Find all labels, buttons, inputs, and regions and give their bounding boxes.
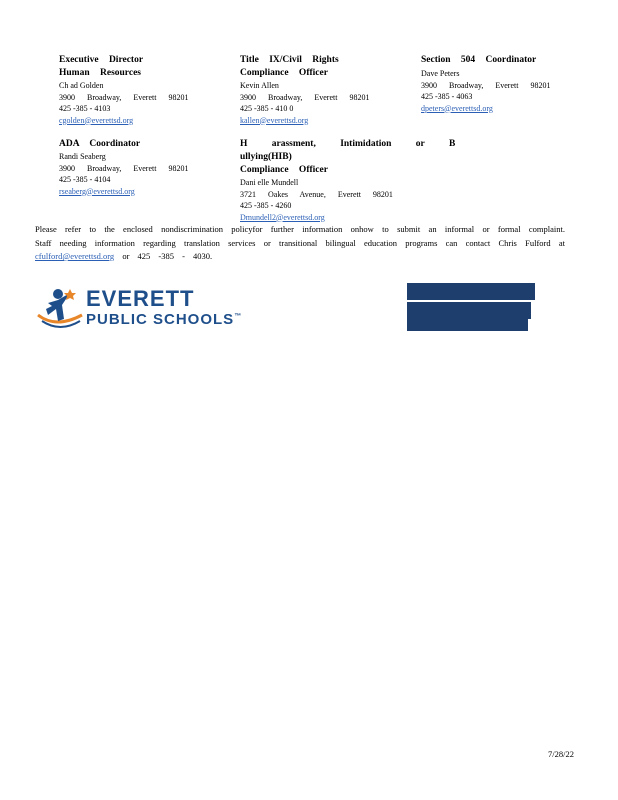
logo-line2-text: PUBLIC SCHOOLS	[86, 311, 235, 328]
logo-line1: EVERETT	[86, 286, 195, 311]
contact-executive-director	[59, 54, 188, 126]
contact-address: 3900 Broadway, Everett 98201	[59, 92, 189, 102]
nondiscrimination-paragraph	[35, 223, 565, 264]
blue-bar	[407, 302, 531, 319]
contact-name: Randi Seaberg	[59, 152, 106, 161]
contact-address: 3900 Broadway, Everett 98201	[421, 80, 551, 90]
contact-title: Section 504 Coordinator	[421, 55, 537, 65]
contact-name: Dani elle Mundell	[240, 178, 299, 187]
contact-title: Title IX/Civil Rights	[240, 55, 339, 65]
contact-phone: 425 -385 - 4104	[59, 175, 111, 184]
contact-phone: 425 -385 - 410 0	[240, 104, 294, 113]
blue-bar	[407, 318, 528, 331]
contact-title-line2: Compliance Officer	[240, 165, 328, 175]
logo-figure-icon	[36, 285, 86, 335]
paragraph-text: Please refer to the enclosed nondiscrimination policyfor further information onhow to submit an informal or formal complaint. Staff needing information regarding translation services or transitional bilingual education programs can contact Chris Fulford at	[35, 224, 565, 248]
contact-phone: 425 -385 - 4063	[421, 92, 473, 101]
contact-title: Executive Director	[59, 55, 144, 65]
contact-ada-coordinator	[59, 138, 188, 197]
contact-email-link[interactable]: cgolden@everettsd.org	[59, 115, 134, 125]
contact-title: H arassment, Intimidation or B ullying(HIB)	[240, 139, 456, 162]
contact-hib-compliance	[240, 138, 480, 223]
contact-title-ix	[240, 54, 369, 126]
contact-name: Dave Peters	[421, 69, 460, 78]
blue-bar	[407, 283, 535, 300]
contact-title-line2: Human Resources	[59, 68, 141, 78]
contact-title: ADA Coordinator	[59, 139, 141, 149]
contact-email-link[interactable]: rseaberg@everettsd.org	[59, 186, 135, 196]
logo-line2	[86, 311, 242, 328]
contact-phone: 425 -385 - 4103	[59, 104, 111, 113]
contact-address: 3900 Broadway, Everett 98201	[59, 163, 189, 173]
paragraph-text-end: or 425 -385 - 4030.	[122, 251, 213, 261]
contact-section-504	[421, 54, 550, 114]
contact-email-link[interactable]: Dmundell2@everettsd.org	[240, 212, 325, 222]
contact-name: Kevin Allen	[240, 81, 279, 90]
contact-address: 3900 Broadway, Everett 98201	[240, 92, 370, 102]
contact-phone: 425 -385 - 4260	[240, 201, 292, 210]
contact-address: 3721 Oakes Avenue, Everett 98201	[240, 189, 393, 199]
logo-trademark: ™	[234, 313, 243, 320]
document-date: 7/28/22	[548, 749, 574, 759]
contact-email-link[interactable]: kallen@everettsd.org	[240, 115, 309, 125]
contact-title-line2: Compliance Officer	[240, 68, 328, 78]
contact-email-link[interactable]: dpeters@everettsd.org	[421, 103, 493, 113]
fulford-email-link[interactable]: cfulford@everettsd.org	[35, 251, 115, 261]
contact-name: Ch ad Golden	[59, 81, 104, 90]
everett-public-schools-logo	[36, 285, 246, 335]
